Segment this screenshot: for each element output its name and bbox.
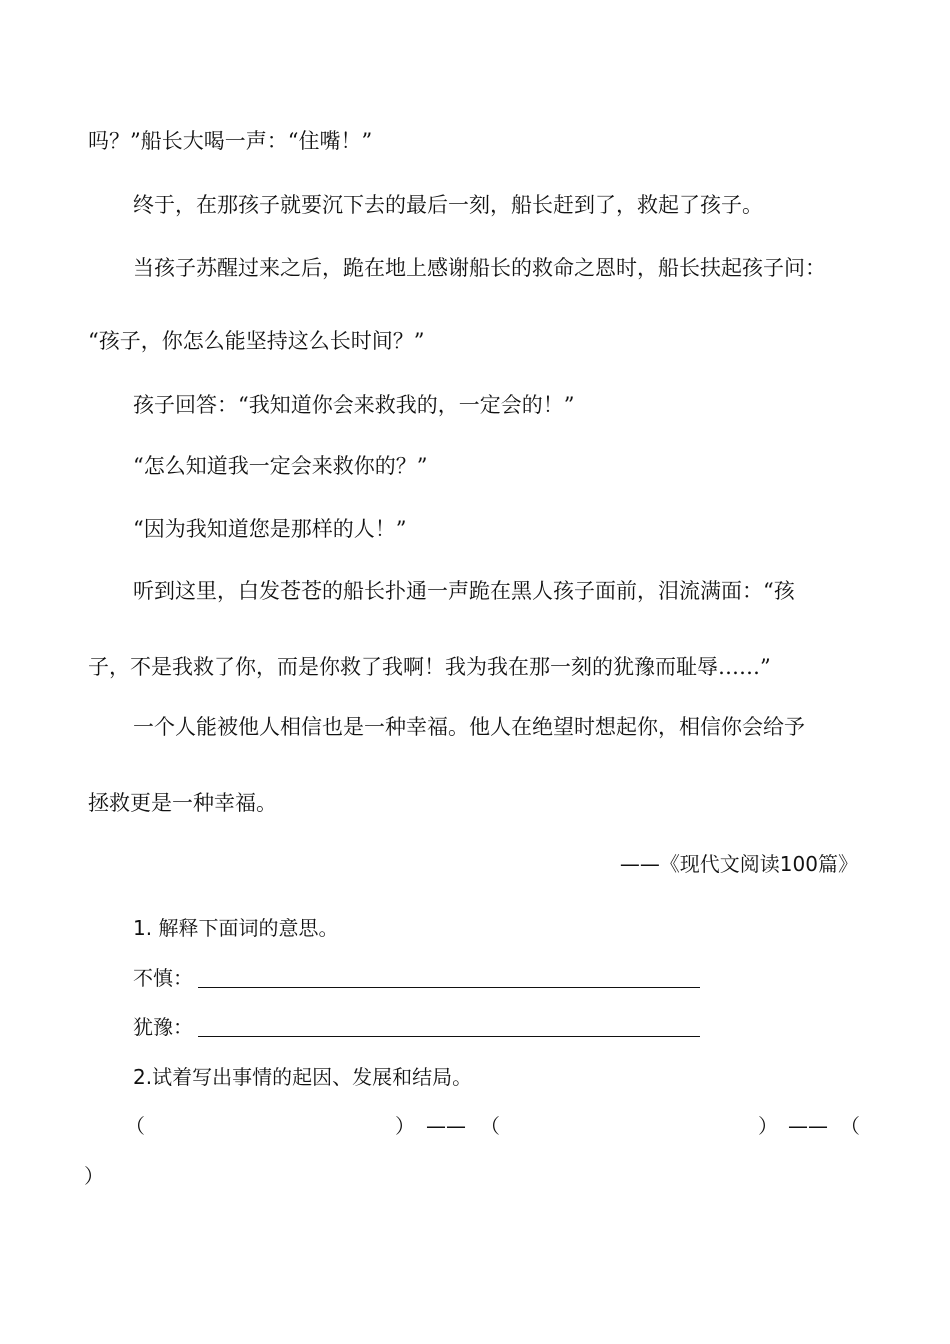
open-paren: （ — [840, 1114, 860, 1138]
dash-separator: —— — [426, 1114, 466, 1138]
term-youyu-label: 犹豫： — [133, 1015, 193, 1039]
story-line: “因为我知道您是那样的人！” — [133, 517, 407, 541]
open-paren: （ — [125, 1114, 145, 1138]
close-paren: ） — [395, 1114, 415, 1138]
story-line: 孩子回答：“我知道你会来救我的，一定会的！” — [133, 393, 575, 417]
term-bushen-label: 不慎： — [133, 966, 193, 990]
source-citation: ——《现代文阅读100篇》 — [619, 852, 858, 876]
story-line: 听到这里，白发苍苍的船长扑通一声跪在黑人孩子面前，泪流满面：“孩 — [133, 579, 795, 603]
story-line: 当孩子苏醒过来之后，跪在地上感谢船长的救命之恩时，船长扶起孩子问： — [133, 256, 826, 280]
question-1-prompt: 1. 解释下面词的意思。 — [133, 916, 339, 940]
close-paren: ） — [758, 1114, 778, 1138]
story-line: “怎么知道我一定会来救你的？” — [133, 454, 428, 478]
close-paren: ） — [84, 1164, 104, 1188]
story-line: 子，不是我救了你，而是你救了我啊！我为我在那一刻的犹豫而耻辱……” — [88, 655, 771, 679]
open-paren: （ — [480, 1114, 500, 1138]
story-line: 拯救更是一种幸福。 — [88, 791, 277, 815]
term-youyu-answer-line[interactable] — [198, 1036, 700, 1037]
story-line: “孩子，你怎么能坚持这么长时间？” — [88, 329, 425, 353]
term-bushen-answer-line[interactable] — [198, 987, 700, 988]
story-line: 终于，在那孩子就要沉下去的最后一刻，船长赶到了，救起了孩子。 — [133, 193, 763, 217]
story-line: 吗？”船长大喝一声：“住嘴！” — [88, 129, 373, 153]
story-line: 一个人能被他人相信也是一种幸福。他人在绝望时想起你，相信你会给予 — [133, 715, 805, 739]
question-2-prompt: 2.试着写出事情的起因、发展和结局。 — [133, 1065, 473, 1089]
dash-separator: —— — [788, 1114, 828, 1138]
